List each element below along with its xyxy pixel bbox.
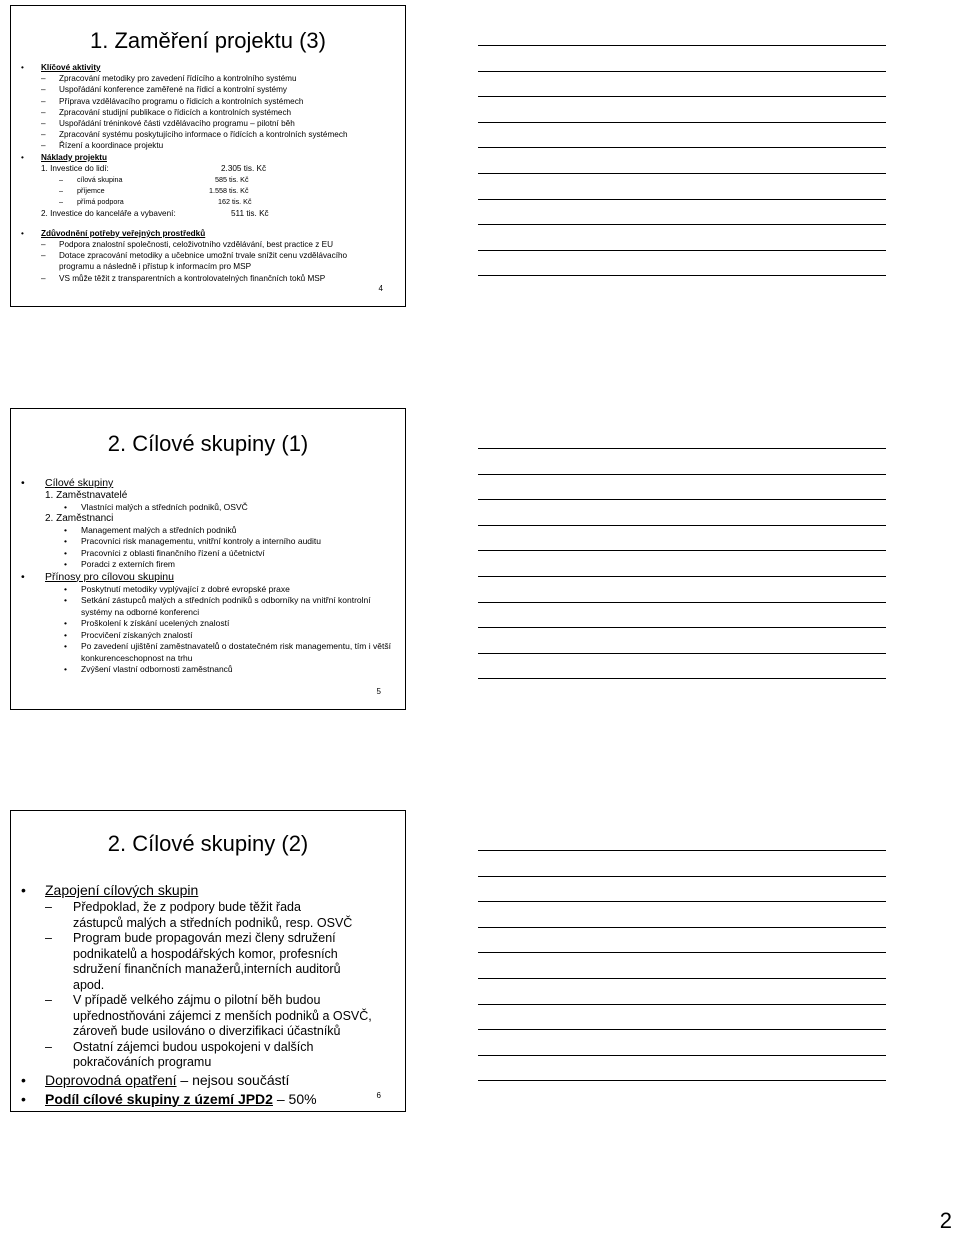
slide-content (21, 477, 397, 676)
list-item: • Po zavedení ujištění zaměstnavatelů o dostatečném risk managementu, tím i větší konkurenceschopnost na trhu (64, 641, 391, 663)
bullet-icon: • (21, 152, 24, 162)
list-item: • Proškolení k získání ucelených znalostí (64, 618, 230, 628)
dash-icon: – (59, 197, 63, 207)
list-item: – Zpracování studijní publikace o řídicích a kontrolních systémech (41, 107, 292, 117)
bullet-icon: • (64, 559, 67, 569)
dash-icon: – (45, 931, 52, 945)
section-heading: Doprovodná opatření (45, 1071, 177, 1088)
list-item: • Setkání zástupců malých a středních podniků s odborníky na vnitřní kontrolní systémy na odborné konferenci (64, 595, 371, 617)
section-heading: Cílové skupiny (45, 477, 114, 489)
bullet-icon: • (64, 524, 67, 535)
cost-value: 585 tis. Kč (215, 175, 249, 185)
dash-icon: – (41, 240, 46, 250)
section-heading: Přínosy pro cílovou skupinu (45, 570, 174, 583)
cost-value: 2.305 tis. Kč (221, 163, 267, 173)
notes-lines (478, 45, 886, 301)
dash-icon: – (41, 273, 46, 283)
list-item: • Management malých a středních podniků (64, 524, 237, 535)
list-item: – Předpoklad, že z podpory bude těžit řada zástupců malých a středních podniků, resp. OSVČ (45, 900, 353, 930)
page-number: 2 (939, 1208, 952, 1233)
list-item: – Řízení a koordinace projektu (41, 141, 164, 151)
slide-title: 1. Zaměření projektu (3) (90, 28, 326, 53)
list-item: • Zvýšení vlastní odbornosti zaměstnanců (64, 664, 233, 674)
cost-row: 2. Investice do kanceláře a vybavení: 511 tis. Kč (41, 208, 269, 218)
bullet-icon: • (64, 547, 67, 558)
group-label: 2. Zaměstnanci (45, 513, 114, 524)
bullet-icon: • (64, 664, 67, 674)
dash-icon: – (45, 993, 52, 1007)
bullet-icon: • (64, 618, 67, 628)
section-heading: Zdůvodnění potřeby veřejných prostředků (41, 228, 206, 238)
bullet-icon: • (64, 501, 67, 512)
list-item: – Zpracování metodiky pro zavedení řídícího a kontrolního systému (41, 74, 297, 84)
slide-title: 2. Cílové skupiny (1) (107, 431, 309, 456)
section-heading: Zapojení cílových skupin (45, 882, 199, 898)
group-label: 1. Zaměstnavatelé (45, 490, 128, 501)
dash-icon: – (41, 141, 46, 151)
dash-icon: – (59, 175, 63, 185)
section-heading: Podíl cílové skupiny z území JPD2 (45, 1090, 273, 1107)
bullet-icon: • (64, 641, 67, 651)
list-item: – Dotace zpracování metodiky a učebnice umožní trvale snížit cenu vzdělávacího programu a následně i přístup k informacím pro MSP (41, 251, 348, 272)
dash-icon: – (41, 119, 46, 129)
bullet-icon: • (21, 1090, 26, 1107)
list-item: – VS může těžit z transparentních a kontrolovatelných finančních toků MSP (41, 273, 326, 283)
list-item: – Podpora znalostní společnosti, celoživotního vzdělávání, best practice z EU (41, 240, 333, 250)
bullet-icon: • (21, 63, 24, 72)
bullet-icon: • (21, 882, 26, 898)
slide-3 (10, 810, 406, 1112)
cost-subrow: – příjemce 1.558 tis. Kč (59, 186, 249, 196)
dash-icon: – (41, 130, 46, 140)
slide-number: 6 (376, 1091, 381, 1100)
cost-value: 1.558 tis. Kč (209, 186, 249, 196)
slide-content (21, 62, 397, 284)
bullet-icon: • (21, 228, 24, 238)
slide-2 (10, 408, 406, 710)
list-item: – Uspořádání tréninkové části vzdělávacího programu – pilotní běh (41, 119, 295, 129)
list-item: – V případě velkého zájmu o pilotní běh budou upřednostňováni zájemci z menších podniků a OSVČ, zároveň bude usilováno o diverzifikaci účastníků (45, 993, 372, 1038)
list-item: – Program bude propagován mezi členy sdružení podnikatelů a hospodářských komor, profesních sdružení finančních manažerů,interních auditorů apod. (45, 931, 341, 992)
dash-icon: – (41, 74, 46, 84)
cost-value: 162 tis. Kč (218, 197, 252, 207)
cost-subrow: – cílová skupina 585 tis. Kč (59, 175, 249, 185)
cost-subrow: – přímá podpora 162 tis. Kč (59, 197, 252, 207)
bullet-icon: • (64, 583, 67, 594)
list-item: • Procvičení získaných znalostí (64, 629, 193, 640)
slide-1 (10, 5, 406, 307)
list-item: – Uspořádání konference zaměřené na řídicí a kontrolní systémy (41, 85, 287, 95)
list-item: • Pracovníci z oblasti finančního řízení a účetnictví (64, 547, 265, 558)
dash-icon: – (45, 1039, 52, 1054)
dash-icon: – (41, 251, 46, 261)
slide-title: 2. Cílové skupiny (2) (107, 831, 309, 856)
dash-icon: – (45, 900, 52, 914)
list-item: – Příprava vzdělávacího programu o řídicích a kontrolních systémech (41, 96, 304, 106)
list-item: • Poskytnutí metodiky vyplývající z dobré evropské praxe (64, 583, 290, 594)
slide-content: • Zapojení cílových skupin – Předpoklad, že z podpory bude těžit řada zástupců malých a středních podniků, resp. OSVČ – Program bude propagován mezi členy sdružení podnikatelů a hospodářských komor, profesních sdružení finančních manažerů,interních auditorů apod. – V případě velkého zájmu o pilotní běh budou upřednostňováni zájemci z menších podniků a OSVČ, zároveň bude usilováno o diverzifikaci účastníků – Ostatní zájemci budou uspokojeni v dalších pokračováních programu • Doprovodná opatření – nejsou součástí • Podíl cílové skupiny z území JPD2 – 50% (21, 882, 372, 1107)
dash-icon: – (59, 186, 63, 196)
bullet-icon: • (64, 536, 67, 546)
dash-icon: – (41, 96, 46, 106)
bullet-icon: • (64, 595, 67, 605)
slide-number: 4 (378, 284, 383, 293)
cost-row: 1. Investice do lidí: 2.305 tis. Kč (41, 163, 267, 173)
list-item: • Vlastníci malých a středních podniků, OSVČ (64, 501, 248, 512)
slide-number: 5 (376, 687, 381, 696)
dash-icon: – (41, 107, 46, 117)
bullet-icon: • (21, 1071, 26, 1088)
notes-lines (478, 850, 886, 1106)
list-item: • Poradci z externích firem (64, 559, 176, 569)
list-item: • Pracovníci risk managementu, vnitřní kontroly a interního auditu (64, 536, 322, 546)
bullet-icon: • (21, 477, 25, 489)
notes-lines (478, 448, 886, 704)
section-heading: Klíčové aktivity (41, 63, 101, 72)
bullet-icon: • (64, 629, 67, 640)
bullet-icon: • (21, 570, 25, 583)
dash-icon: – (41, 85, 46, 95)
section-heading: Náklady projektu (41, 152, 107, 162)
list-item: – Zpracování systému poskytujícího informace o řídících a kontrolních systémech (41, 130, 348, 140)
list-item: – Ostatní zájemci budou uspokojeni v dalších pokračováních programu (45, 1039, 314, 1069)
cost-value: 511 tis. Kč (231, 208, 269, 218)
